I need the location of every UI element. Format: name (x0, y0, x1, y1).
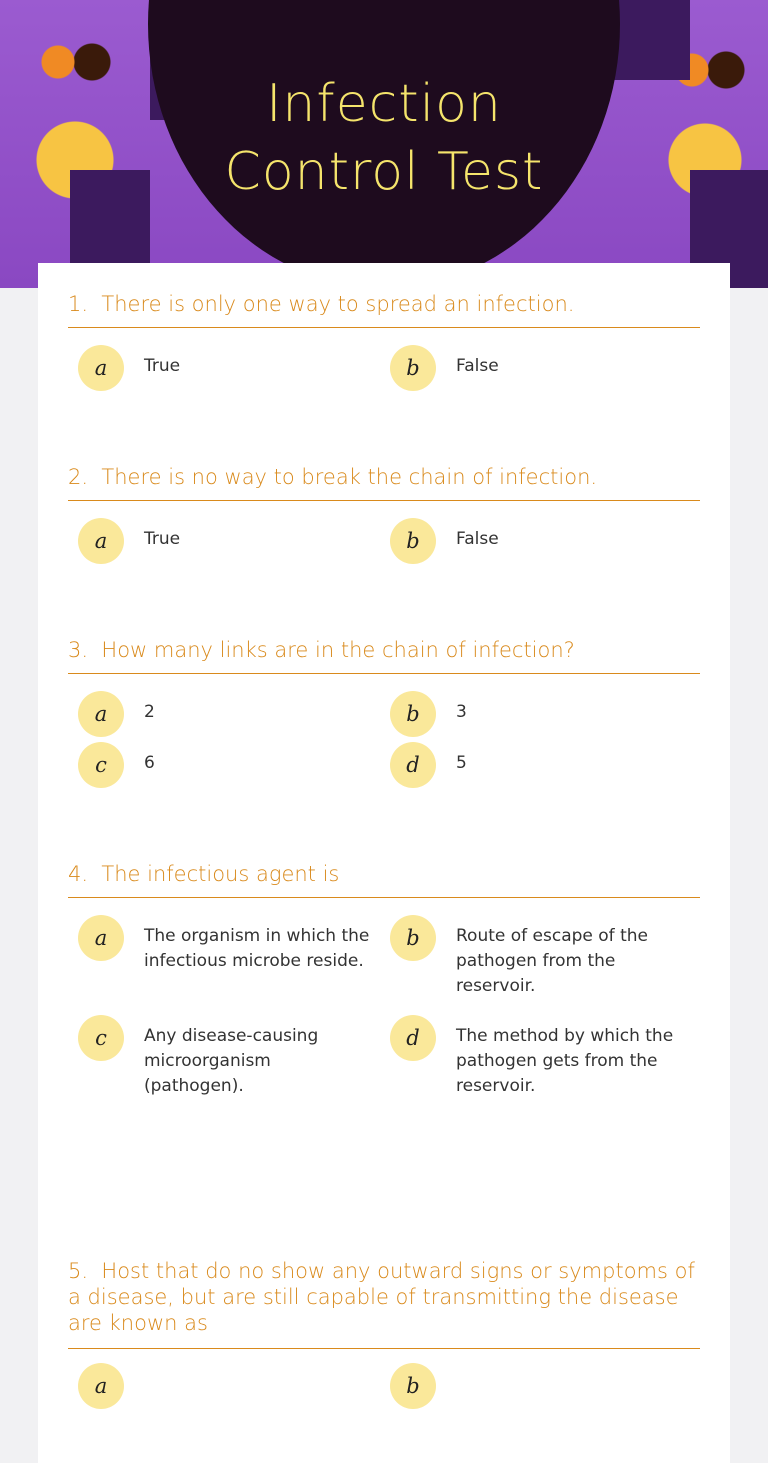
question-2 (68, 464, 700, 501)
option-badge[interactable]: d (390, 742, 436, 788)
option-text: False (456, 529, 499, 549)
title-line-1: Infection (266, 74, 502, 134)
option-text: True (144, 529, 181, 549)
question-number: 3. (68, 638, 89, 662)
option-badge[interactable]: b (390, 518, 436, 564)
question-text: There is no way to break the chain of infection. (101, 465, 598, 489)
option-badge[interactable]: b (390, 915, 436, 961)
option-1a[interactable] (78, 345, 374, 391)
option-badge[interactable]: a (78, 345, 124, 391)
option-3b[interactable] (390, 691, 686, 737)
divider (68, 327, 700, 328)
question-1 (68, 291, 700, 328)
title-line-2: Control Test (224, 142, 544, 202)
option-badge[interactable]: b (390, 691, 436, 737)
option-4d[interactable] (390, 1015, 686, 1099)
option-badge[interactable]: d (390, 1015, 436, 1061)
divider (68, 673, 700, 674)
option-5b[interactable] (390, 1363, 686, 1409)
option-text (144, 1363, 374, 1409)
question-3 (68, 637, 700, 674)
option-3d[interactable] (390, 742, 686, 788)
option-4c[interactable] (78, 1015, 374, 1099)
option-text: 6 (144, 753, 155, 773)
question-5 (68, 1258, 700, 1349)
option-badge[interactable]: c (78, 1015, 124, 1061)
option-text: 2 (144, 702, 155, 722)
question-text: There is only one way to spread an infection. (101, 292, 575, 316)
option-badge[interactable]: a (78, 518, 124, 564)
option-text: Route of escape of the pathogen from the reservoir. (456, 926, 648, 996)
option-2b[interactable] (390, 518, 686, 564)
option-text: The method by which the pathogen gets from the reservoir. (456, 1026, 674, 1096)
option-4a[interactable] (78, 915, 374, 974)
option-badge[interactable]: b (390, 345, 436, 391)
question-number: 1. (68, 292, 89, 316)
question-text: Host that do no show any outward signs or symptoms of a disease, but are still capable of transmitting the disease are known as (68, 1259, 695, 1335)
divider (68, 1348, 700, 1349)
option-text: False (456, 356, 499, 376)
question-text: The infectious agent is (101, 862, 340, 886)
quiz-card (38, 263, 730, 1463)
option-4b[interactable] (390, 915, 686, 999)
divider (68, 500, 700, 501)
option-text: Any disease-causing microorganism (pathogen). (144, 1026, 319, 1096)
option-3c[interactable] (78, 742, 374, 788)
option-text: 3 (456, 702, 467, 722)
option-2a[interactable] (78, 518, 374, 564)
question-4 (68, 861, 700, 898)
option-badge[interactable]: c (78, 742, 124, 788)
option-text (456, 1363, 686, 1409)
option-badge[interactable]: a (78, 691, 124, 737)
question-number: 5. (68, 1259, 89, 1283)
option-text: The organism in which the infectious microbe reside. (144, 926, 370, 971)
option-badge[interactable]: a (78, 915, 124, 961)
question-number: 2. (68, 465, 89, 489)
option-text: 5 (456, 753, 467, 773)
option-3a[interactable] (78, 691, 374, 737)
divider (68, 897, 700, 898)
question-text: How many links are in the chain of infection? (101, 638, 575, 662)
header-banner (0, 0, 768, 288)
question-number: 4. (68, 862, 89, 886)
option-badge[interactable]: a (78, 1363, 124, 1409)
option-1b[interactable] (390, 345, 686, 391)
page-title (148, 70, 620, 206)
option-5a[interactable] (78, 1363, 374, 1409)
option-text: True (144, 356, 181, 376)
option-badge[interactable]: b (390, 1363, 436, 1409)
